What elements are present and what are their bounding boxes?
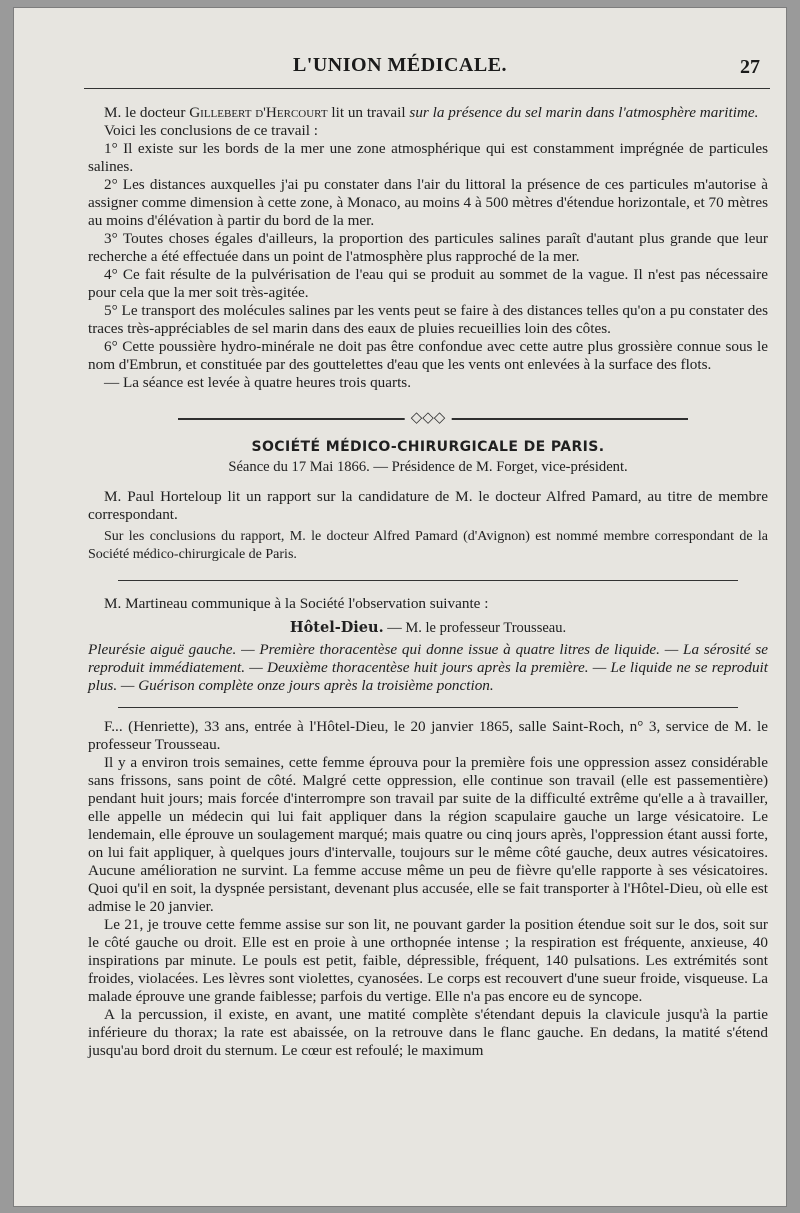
session-closing: — La séance est levée à quatre heures trois quarts.	[104, 374, 411, 391]
page-content	[88, 104, 768, 1060]
page-header	[14, 54, 786, 84]
communication-paragraph: M. Martineau communique à la Société l'observation suivante :	[104, 595, 489, 612]
conclusion-6: 6° Cette poussière hydro-minérale ne doit pas être confondue avec cette autre plus grossière connue sous le nom d'Embrun, et constituée par des gouttelettes d'eau que les vents ont enlevées à la surface des flots.	[88, 338, 768, 373]
case-paragraph-4: A la percussion, il existe, en avant, une matité complète s'étendant depuis la clavicule jusqu'à la partie inférieure du thorax; la rate est abaissée, on la retrouve dans le flanc gauche. En dedans, la matité s'étend jusqu'au bord droit du sternum. Le cœur est refoulé; le maximum	[88, 1006, 768, 1059]
hotel-name: Hôtel-Dieu.	[289, 619, 384, 636]
header-rule	[84, 88, 770, 89]
conclusion-2: 2° Les distances auxquelles j'ai pu constater dans l'air du littoral la présence de ces particules m'autorise à assigner comme dimension à cette zone, à Monaco, au moins 4 à 500 mètres d'étendue horizontale, et 70 mètres au moins d'élévation à partir du bord de la mer.	[88, 176, 768, 229]
section-divider	[88, 408, 768, 432]
intro-author: Gillebert d'Hercourt	[189, 104, 328, 121]
conclusion-1: 1° Il existe sur les bords de la mer une zone atmosphérique qui est constamment imprégnée de particules salines.	[88, 140, 768, 175]
conclusion-4: 4° Ce fait résulte de la pulvérisation de l'eau qui se produit au sommet de la vague. Il n'est pas nécessaire pour cela que la mer soit très-agitée.	[88, 266, 768, 301]
divider-ornament: ◇◇◇	[405, 408, 452, 428]
conclusions-intro: Voici les conclusions de ce travail :	[104, 122, 318, 139]
report-paragraph: M. Paul Horteloup lit un rapport sur la candidature de M. le docteur Alfred Pamard, au titre de membre correspondant.	[88, 488, 768, 523]
case-rule	[118, 707, 738, 708]
separator-rule	[118, 580, 738, 581]
society-title: SOCIÉTÉ MÉDICO-CHIRURGICALE DE PARIS.	[251, 439, 605, 455]
case-paragraph-3: Le 21, je trouve cette femme assise sur son lit, ne pouvant garder la position étendue soit sur le dos, soit sur le côté gauche ou droit. Elle est en proie à une orthopnée intense ; la respiration est fréquente, anxieuse, 40 inspirations par minute. Le pouls est petit, faible, dépressible, fréquent, 140 pulsations. Les extrémités sont froides, violacées. Les lèvres sont violettes, cyanosées. Le corps est recouvert d'une sueur froide, visqueuse. La malade éprouve une grande faiblesse; parfois du vertige. Elle n'a pas encore eu de syncope.	[88, 916, 768, 1005]
document-page	[14, 8, 786, 1206]
journal-title: L'UNION MÉDICALE.	[292, 54, 508, 76]
conclusion-5: 5° Le transport des molécules salines par les vents peut se faire à des distances telles qu'on a pu constater des traces très-appréciables de sel marin dans des eaux de pluies recueillies loin des côtes.	[88, 302, 768, 337]
page-number: 27	[740, 56, 760, 78]
hotel-line	[88, 619, 768, 637]
case-paragraph-1: F... (Henriette), 33 ans, entrée à l'Hôtel-Dieu, le 20 janvier 1865, salle Saint-Roch, n° 3, service de M. le professeur Trousseau.	[88, 718, 768, 753]
case-paragraph-2: Il y a environ trois semaines, cette femme éprouva pour la première fois une oppression assez considérable sans frissons, sans point de côté. Malgré cette oppression, elle continue son travail (elle est passementière) pendant huit jours; mais forcée d'interrompre son travail par suite de la difficulté extrême qu'elle a à travailler, elle appelle un médecin qui lui fait appliquer dans la région scapulaire gauche un large vésicatoire. Le lendemain, elle éprouve un soulagement marqué; mais quatre ou cinq jours après, l'oppression étant aussi forte, on lui fait appliquer, à quelques jours d'intervalle, toujours sur le même côté gauche, deux autres vésicatoires. Aucune amélioration ne survint. La femme accuse même un peu de fièvre qu'elle rapporte à ses vésicatoires. Quoi qu'il en soit, la dyspnée persistant, devenant plus accusée, elle se fait transporter à l'Hôtel-Dieu, où elle est admise le 20 janvier.	[88, 754, 768, 915]
intro-prefix: M. le docteur	[104, 104, 186, 121]
intro-suffix: lit un travail	[331, 104, 406, 121]
hotel-professor: — M. le professeur Trousseau.	[387, 620, 567, 636]
session-line: Séance du 17 Mai 1866. — Présidence de M. Forget, vice-président.	[228, 459, 628, 475]
case-title: Pleurésie aiguë gauche. — Première thoracentèse qui donne issue à quatre litres de liquide. — La sérosité se reproduit immédiatement. — Deuxième thoracentèse huit jours après la première. — Le liquide ne se reproduit plus. — Guérison complète onze jours après la troisième ponction.	[88, 641, 768, 694]
conclusion-3: 3° Toutes choses égales d'ailleurs, la proportion des particules salines paraît d'autant plus grande que leur recherche a été effectuée dans un point de l'atmosphère plus rapproché de la mer.	[88, 230, 768, 265]
intro-paragraph	[88, 104, 768, 122]
report-conclusion: Sur les conclusions du rapport, M. le docteur Alfred Pamard (d'Avignon) est nommé membre correspondant de la Société médico-chirurgicale de Paris.	[88, 529, 768, 562]
intro-work-title: sur la présence du sel marin dans l'atmosphère maritime.	[409, 104, 759, 121]
